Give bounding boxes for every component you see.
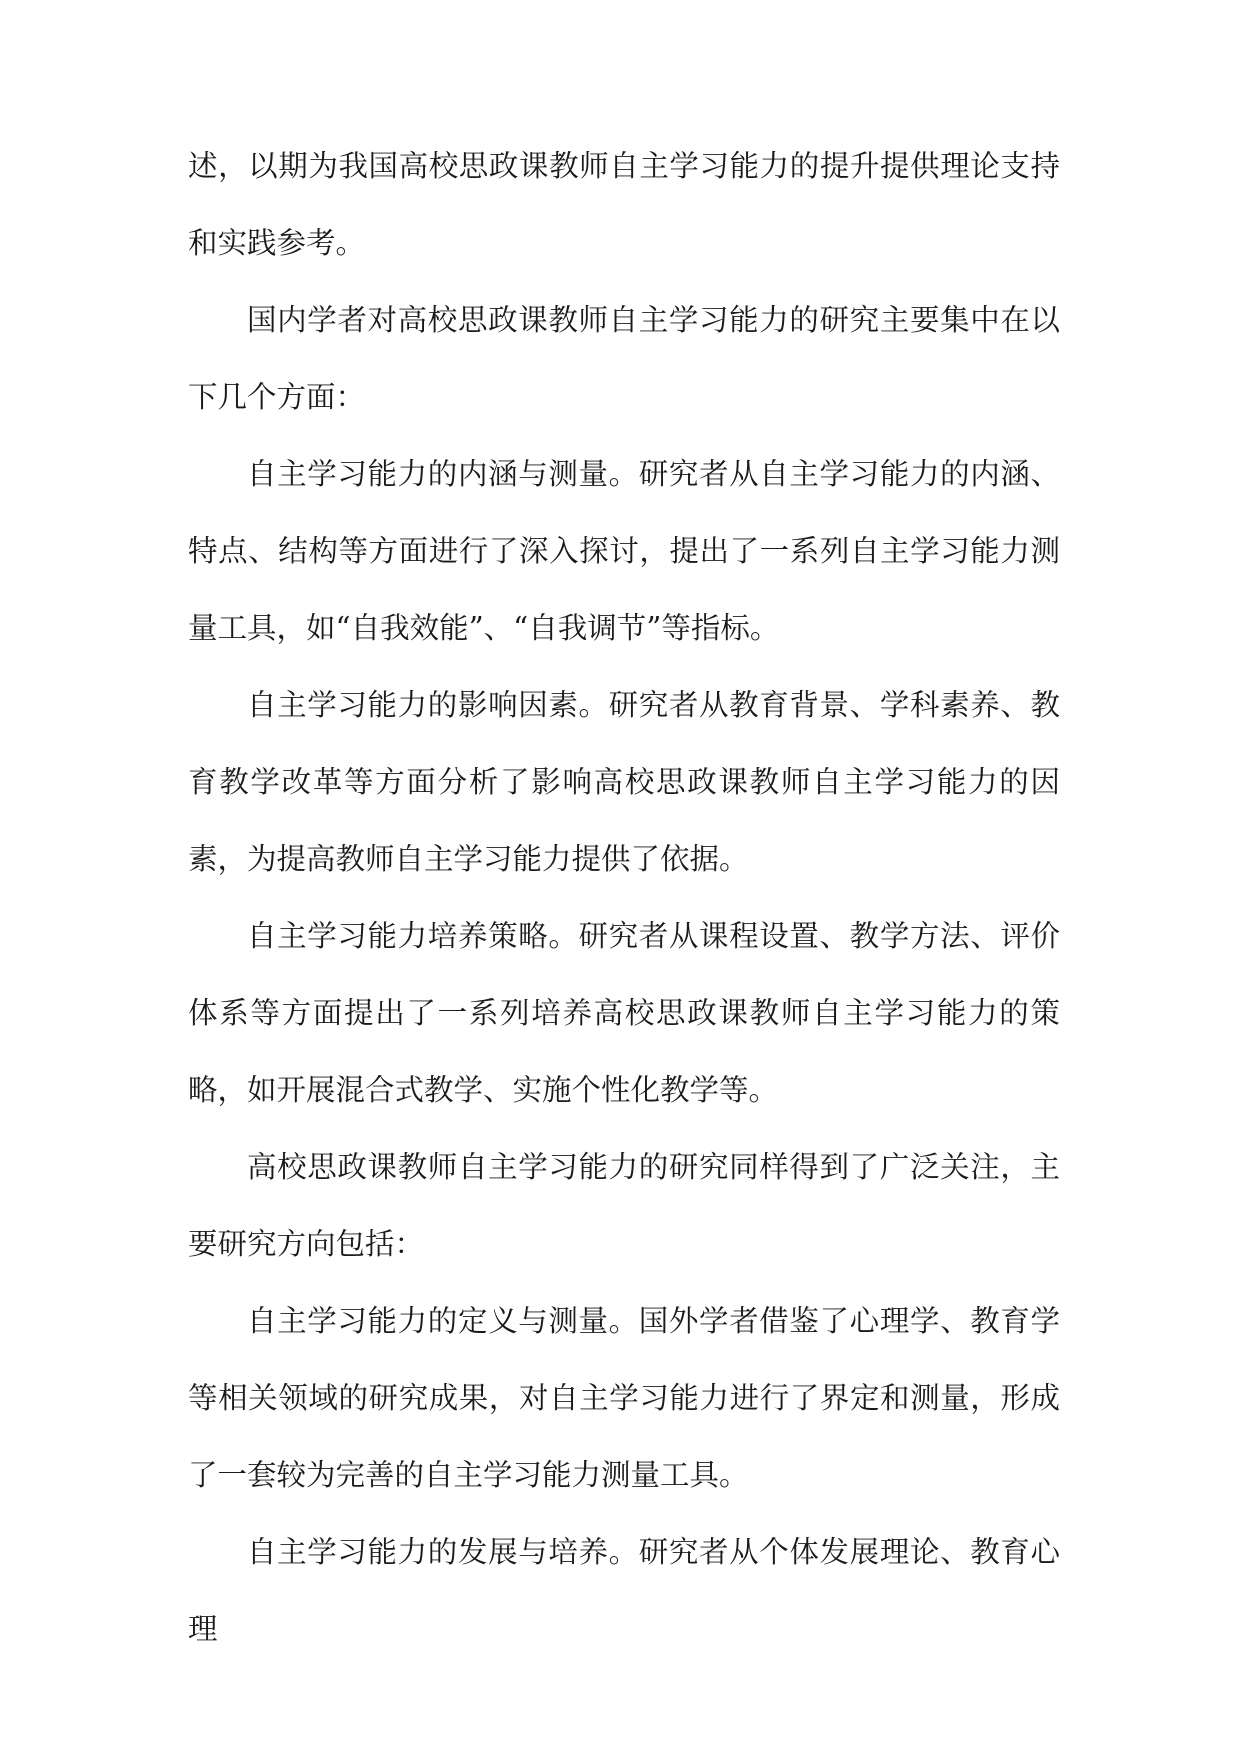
paragraph-research-directions-intro: 高校思政课教师自主学习能力的研究同样得到了广泛关注，主要研究方向包括： — [188, 1150, 1060, 1261]
paragraph-development-cultivation: 自主学习能力的发展与培养。研究者从个体发展理论、教育心理 — [188, 1535, 1060, 1646]
paragraph-definition-measurement: 自主学习能力的定义与测量。国外学者借鉴了心理学、教育学等相关领域的研究成果，对自主学习能力进行了界定和测量，形成了一套较为完善的自主学习能力测量工具。 — [188, 1304, 1060, 1492]
paragraph-cultivation-strategies: 自主学习能力培养策略。研究者从课程设置、教学方法、评价体系等方面提出了一系列培养高校思政课教师自主学习能力的策略，如开展混合式教学、实施个性化教学等。 — [188, 919, 1060, 1107]
document-body — [188, 128, 1060, 1668]
paragraph-connotation-measurement: 自主学习能力的内涵与测量。研究者从自主学习能力的内涵、特点、结构等方面进行了深入探讨，提出了一系列自主学习能力测量工具，如“自我效能”、“自我调节”等指标。 — [188, 457, 1060, 645]
paragraph-continuation: 述，以期为我国高校思政课教师自主学习能力的提升提供理论支持和实践参考。 — [188, 149, 1060, 260]
paragraph-influencing-factors: 自主学习能力的影响因素。研究者从教育背景、学科素养、教育教学改革等方面分析了影响高校思政课教师自主学习能力的因素，为提高教师自主学习能力提供了依据。 — [188, 688, 1060, 876]
paragraph-domestic-research-intro: 国内学者对高校思政课教师自主学习能力的研究主要集中在以下几个方面： — [188, 303, 1060, 414]
